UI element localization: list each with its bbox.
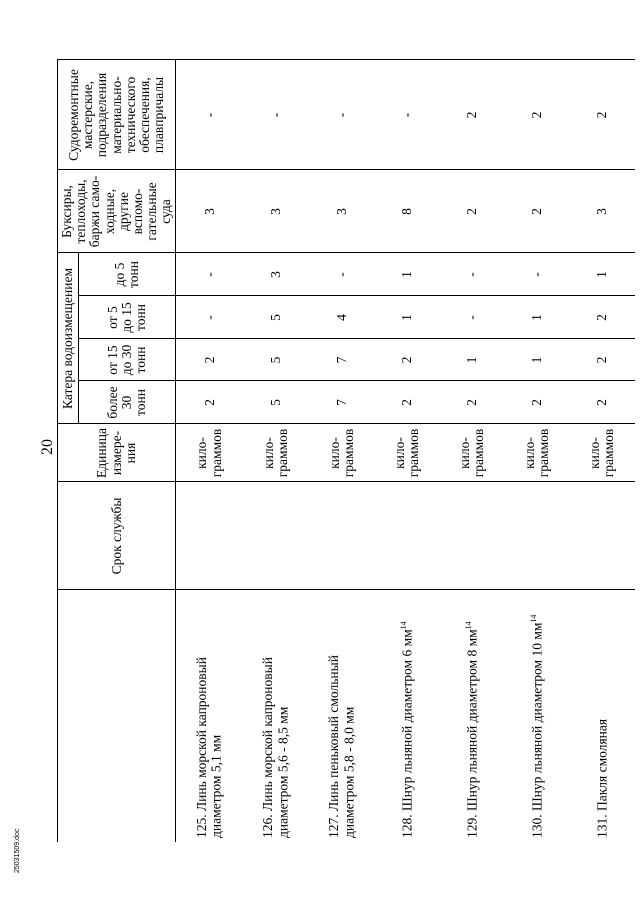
item-name-text: 129. Шнур льняной диаметром 8 мм [464, 629, 480, 838]
qty-over30: 2 [375, 381, 440, 424]
item-name [440, 590, 505, 842]
qty-tugs: 2 [505, 170, 570, 253]
header-over30: более 30 тонн [79, 381, 176, 424]
header-5-15: от 5 до 15 тонн [79, 296, 176, 339]
unit-cell: кило-граммов [570, 424, 635, 482]
qty-upto5: - [309, 253, 375, 296]
qty-over30: 2 [440, 381, 505, 424]
qty-upto5: - [505, 253, 570, 296]
qty-upto5: 1 [570, 253, 635, 296]
qty-shipyards: - [176, 60, 243, 170]
qty-shipyards: - [375, 60, 440, 170]
qty-5-15: - [440, 296, 505, 339]
table-row [375, 60, 440, 842]
unit-cell: кило-граммов [176, 424, 243, 482]
item-name [309, 590, 375, 842]
item-name [505, 590, 570, 842]
qty-over30: 7 [309, 381, 375, 424]
qty-over30: 5 [243, 381, 309, 424]
service-life-cell [505, 482, 570, 590]
item-name-text: 130. Шнур льняной диаметром 10 мм [529, 622, 545, 838]
item-name [176, 590, 243, 842]
qty-15-30: 1 [440, 339, 505, 381]
qty-15-30: 1 [505, 339, 570, 381]
qty-tugs: 3 [570, 170, 635, 253]
qty-tugs: 2 [440, 170, 505, 253]
item-name-text: 128. Шнур льняной диаметром 6 мм [399, 629, 415, 838]
qty-shipyards: 2 [570, 60, 635, 170]
service-life-cell [176, 482, 243, 590]
qty-tugs: 3 [309, 170, 375, 253]
qty-over30: 2 [570, 381, 635, 424]
table-row [309, 60, 375, 842]
table-row [243, 60, 309, 842]
qty-15-30: 2 [375, 339, 440, 381]
page-number: 20 [39, 439, 56, 455]
qty-5-15: 1 [375, 296, 440, 339]
item-name [570, 590, 635, 842]
table-row [505, 60, 570, 842]
service-life-cell [309, 482, 375, 590]
item-name-text: 125. Линь морской капроновый диаметром 5,1 мм [194, 657, 224, 838]
header-upto5: до 5 тонн [79, 253, 176, 296]
qty-upto5: - [440, 253, 505, 296]
qty-shipyards: - [243, 60, 309, 170]
item-name-text: 131. Пакля смоляная [594, 718, 610, 838]
unit-cell: кило-граммов [309, 424, 375, 482]
qty-5-15: 4 [309, 296, 375, 339]
table-row [440, 60, 505, 842]
qty-tugs: 8 [375, 170, 440, 253]
qty-shipyards: - [309, 60, 375, 170]
qty-5-15: 5 [243, 296, 309, 339]
header-tugs: Буксиры, теплоходы, баржи само-ходные, другие вспомо-гательные суда [58, 170, 176, 253]
footnote-ref: 14 [463, 621, 473, 630]
qty-upto5: 1 [375, 253, 440, 296]
qty-tugs: 3 [243, 170, 309, 253]
header-service-life: Срок службы [58, 482, 176, 590]
footnote-ref: 14 [399, 621, 408, 630]
service-life-cell [440, 482, 505, 590]
header-unit: Единица измере-ния [58, 424, 176, 482]
qty-15-30: 2 [570, 339, 635, 381]
item-name-text: 127. Линь пеньковый смольный диаметром 5,8 - 8,0 мм [326, 655, 357, 838]
qty-5-15: 1 [505, 296, 570, 339]
unit-cell: кило-граммов [243, 424, 309, 482]
item-name-text: 126. Линь морской капроновый диаметром 5,6 - 8,5 мм [260, 657, 291, 838]
header-15-30: от 15 до 30 тонн [79, 339, 176, 381]
qty-shipyards: 2 [440, 60, 505, 170]
rotated-table-container [57, 60, 617, 842]
service-life-cell [375, 482, 440, 590]
qty-tugs: 3 [176, 170, 243, 253]
header-shipyards: Судоремонтные мастерские, подразделения материально-технического обеспечения, плавпричалы [58, 60, 176, 170]
qty-upto5: 3 [243, 253, 309, 296]
unit-cell: кило-граммов [375, 424, 440, 482]
footnote-ref: 14 [528, 614, 538, 623]
unit-cell: кило-граммов [505, 424, 570, 482]
supplies-table [57, 59, 635, 842]
qty-shipyards: 2 [505, 60, 570, 170]
item-name [375, 590, 440, 842]
header-boats-group: Катера водоизмещением [58, 253, 79, 424]
qty-5-15: - [176, 296, 243, 339]
service-life-cell [570, 482, 635, 590]
qty-5-15: 2 [570, 296, 635, 339]
item-name [243, 590, 309, 842]
qty-15-30: 5 [243, 339, 309, 381]
header-row-1 [58, 60, 79, 842]
table-row [570, 60, 635, 842]
table-body [176, 60, 635, 842]
qty-over30: 2 [505, 381, 570, 424]
header-name [58, 590, 176, 842]
qty-upto5: - [176, 253, 243, 296]
qty-15-30: 2 [176, 339, 243, 381]
footer-filename: 25031509.doc [14, 828, 21, 873]
qty-over30: 2 [176, 381, 243, 424]
qty-15-30: 7 [309, 339, 375, 381]
service-life-cell [243, 482, 309, 590]
unit-cell: кило-граммов [440, 424, 505, 482]
table-row [176, 60, 243, 842]
